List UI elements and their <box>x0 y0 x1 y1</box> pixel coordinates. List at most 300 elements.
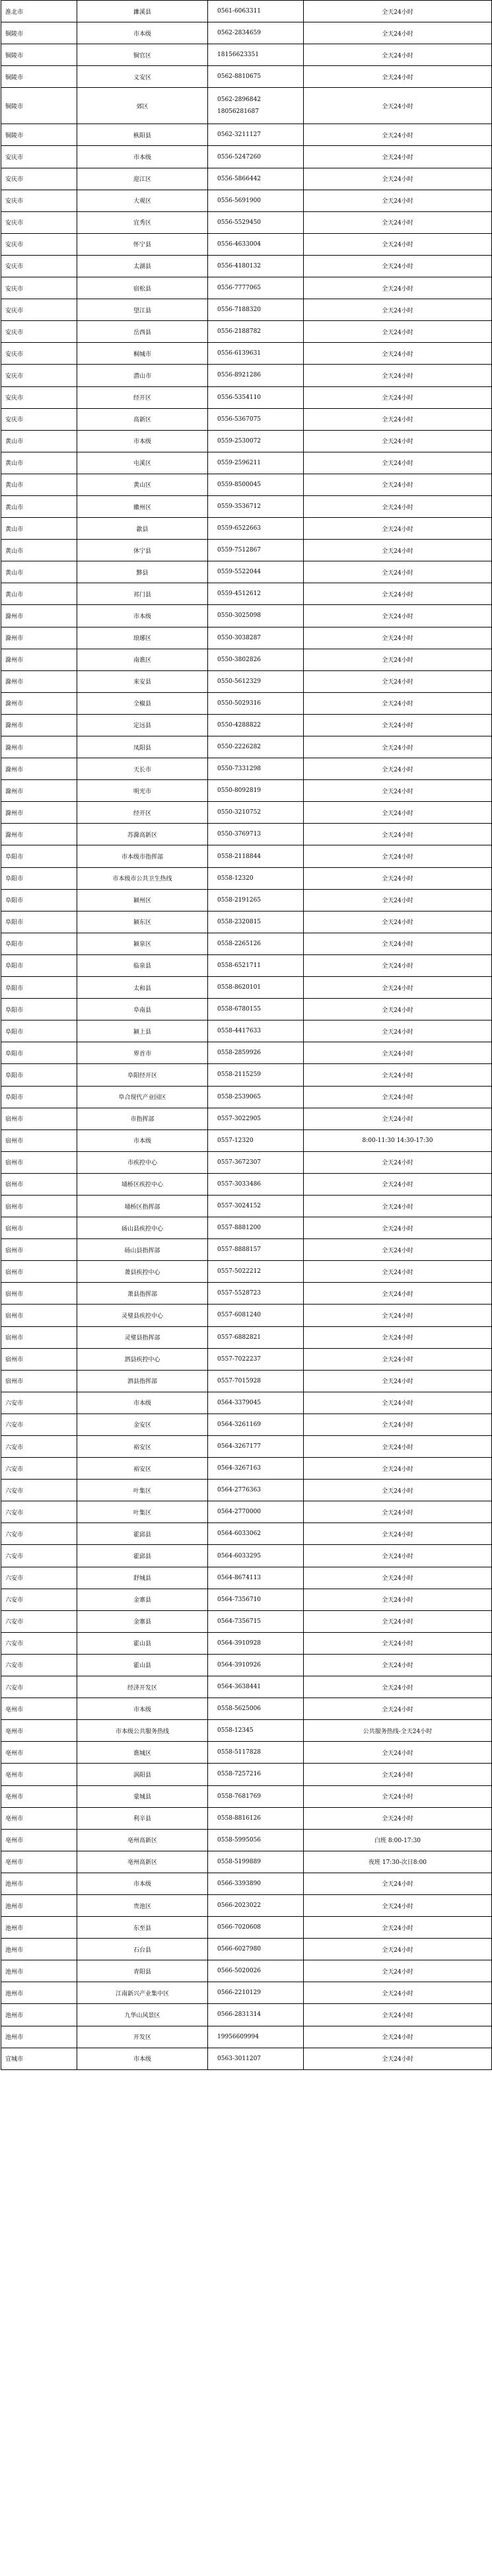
table-row <box>1 1676 492 1698</box>
service-hours-cell: 全天24小时 <box>304 802 492 824</box>
table-row <box>1 233 492 255</box>
district-cell: 歙县 <box>77 518 208 540</box>
city-cell: 六安市 <box>1 1654 77 1676</box>
district-cell: 金安区 <box>77 1413 208 1435</box>
city-cell: 安庆市 <box>1 190 77 211</box>
city-cell: 宿州市 <box>1 1305 77 1326</box>
district-cell: 市本级市指挥部 <box>77 845 208 867</box>
city-cell: 安庆市 <box>1 211 77 233</box>
phone-cell <box>208 1894 304 1916</box>
district-cell: 市本级 <box>77 430 208 452</box>
table-row <box>1 1567 492 1589</box>
city-cell: 宣城市 <box>1 2048 77 2069</box>
phone-cell <box>208 1108 304 1129</box>
table-row <box>1 1610 492 1632</box>
phone-cell <box>208 343 304 365</box>
service-hours-cell: 全天24小时 <box>304 190 492 211</box>
phone-cell <box>208 2026 304 2048</box>
phone-number: 0564-3267177 <box>217 1443 262 1450</box>
district-cell: 大观区 <box>77 190 208 211</box>
district-cell: 义安区 <box>77 66 208 88</box>
table-row <box>1 277 492 299</box>
service-hours-cell: 全天24小时 <box>304 1086 492 1108</box>
table-row <box>1 714 492 736</box>
city-cell: 池州市 <box>1 1982 77 2004</box>
service-hours-cell: 全天24小时 <box>304 889 492 911</box>
phone-cell <box>208 124 304 146</box>
district-cell: 舒城县 <box>77 1567 208 1589</box>
table-row <box>1 408 492 430</box>
city-cell: 亳州市 <box>1 1785 77 1807</box>
service-hours-cell: 全天24小时 <box>304 1917 492 1939</box>
service-hours-cell: 全天24小时 <box>304 1283 492 1305</box>
phone-number: 0556-8921286 <box>217 372 262 379</box>
service-hours-cell: 全天24小时 <box>304 1108 492 1129</box>
district-cell: 市本级 <box>77 2048 208 2069</box>
table-row <box>1 954 492 976</box>
table-row <box>1 1545 492 1567</box>
phone-number: 0558-2265126 <box>217 940 262 947</box>
phone-cell <box>208 1917 304 1939</box>
phone-number: 0558-7681769 <box>217 1793 262 1800</box>
phone-cell <box>208 386 304 408</box>
city-cell: 六安市 <box>1 1545 77 1567</box>
table-row <box>1 627 492 649</box>
phone-cell <box>208 1851 304 1873</box>
phone-cell <box>208 889 304 911</box>
phone-number: 0564-6033062 <box>217 1530 262 1538</box>
table-row <box>1 452 492 474</box>
phone-cell <box>208 1261 304 1283</box>
phone-cell <box>208 1392 304 1413</box>
table-row <box>1 1413 492 1435</box>
phone-cell <box>208 933 304 954</box>
phone-cell <box>208 168 304 190</box>
phone-cell <box>208 1610 304 1632</box>
service-hours-cell: 白班 8:00-17:30 <box>304 1829 492 1851</box>
district-cell: 岳西县 <box>77 321 208 343</box>
city-cell: 安庆市 <box>1 321 77 343</box>
table-row <box>1 1020 492 1042</box>
district-cell: 琅琊区 <box>77 627 208 649</box>
table-row <box>1 605 492 627</box>
service-hours-cell: 全天24小时 <box>304 88 492 124</box>
table-row <box>1 692 492 714</box>
district-cell: 叶集区 <box>77 1501 208 1523</box>
phone-number: 0566-2831314 <box>217 2011 262 2019</box>
phone-cell <box>208 1982 304 2004</box>
table-row <box>1 1873 492 1894</box>
phone-cell <box>208 1370 304 1392</box>
service-hours-cell: 全天24小时 <box>304 1064 492 1086</box>
table-row <box>1 1960 492 1982</box>
phone-number: 18156623351 <box>217 52 259 59</box>
phone-cell <box>208 452 304 474</box>
table-row <box>1 22 492 44</box>
table-row <box>1 474 492 495</box>
service-hours-cell: 全天24小时 <box>304 1042 492 1064</box>
table-row <box>1 1501 492 1523</box>
city-cell: 黄山市 <box>1 452 77 474</box>
district-cell: 阜南县 <box>77 999 208 1020</box>
phone-cell <box>208 1589 304 1610</box>
service-hours-cell: 夜班 17:30-次日8:00 <box>304 1851 492 1873</box>
phone-cell <box>208 627 304 649</box>
district-cell: 颍泉区 <box>77 933 208 954</box>
district-cell: 市本级市公共卫生热线 <box>77 867 208 889</box>
phone-number: 0557-3024152 <box>217 1203 262 1210</box>
district-cell: 青阳县 <box>77 1960 208 1982</box>
service-hours-cell: 全天24小时 <box>304 1764 492 1785</box>
table-row <box>1 1064 492 1086</box>
phone-cell <box>208 1698 304 1720</box>
phone-number: 0550-8092819 <box>217 787 262 795</box>
phone-number: 0562-8810675 <box>217 73 262 81</box>
service-hours-cell: 全天24小时 <box>304 1305 492 1326</box>
city-cell: 六安市 <box>1 1523 77 1545</box>
phone-number: 0566-5020026 <box>217 1968 262 1975</box>
district-cell: 经开区 <box>77 386 208 408</box>
phone-number: 0558-2115259 <box>217 1071 262 1079</box>
phone-number: 0550-7331298 <box>217 766 262 773</box>
phone-number: 0556-5691900 <box>217 197 262 204</box>
district-cell: 宜秀区 <box>77 211 208 233</box>
table-row <box>1 321 492 343</box>
service-hours-cell: 全天24小时 <box>304 1545 492 1567</box>
district-cell: 阜阳经开区 <box>77 1064 208 1086</box>
phone-number: 0556-7777065 <box>217 285 262 292</box>
table-row <box>1 1436 492 1458</box>
service-hours-cell: 全天24小时 <box>304 1654 492 1676</box>
phone-cell <box>208 1283 304 1305</box>
district-cell: 黄山区 <box>77 474 208 495</box>
table-row <box>1 1173 492 1195</box>
phone-cell <box>208 583 304 605</box>
service-hours-cell: 全天24小时 <box>304 1960 492 1982</box>
service-hours-cell: 全天24小时 <box>304 561 492 583</box>
district-cell: 石台县 <box>77 1939 208 1960</box>
table-row <box>1 1305 492 1326</box>
district-cell: 金寨县 <box>77 1589 208 1610</box>
table-row <box>1 1523 492 1545</box>
service-hours-cell: 全天24小时 <box>304 2048 492 2069</box>
city-cell: 六安市 <box>1 1632 77 1654</box>
table-row <box>1 1326 492 1348</box>
phone-cell <box>208 1305 304 1326</box>
district-cell: 全椒县 <box>77 692 208 714</box>
district-cell: 天长市 <box>77 758 208 780</box>
phone-number: 0558-2320815 <box>217 918 262 925</box>
phone-number: 0557-12320 <box>217 1137 254 1144</box>
phone-cell <box>208 277 304 299</box>
phone-number: 0564-2776363 <box>217 1487 262 1494</box>
phone-number: 0564-6033295 <box>217 1552 262 1559</box>
service-hours-cell: 全天24小时 <box>304 845 492 867</box>
city-cell: 安庆市 <box>1 365 77 386</box>
phone-cell <box>208 911 304 933</box>
city-cell: 铜陵市 <box>1 66 77 88</box>
phone-number: 0556-7188320 <box>217 306 262 314</box>
district-cell: 界首市 <box>77 1042 208 1064</box>
city-cell: 池州市 <box>1 1894 77 1916</box>
table-row <box>1 758 492 780</box>
table-row <box>1 736 492 758</box>
phone-cell <box>208 88 304 124</box>
city-cell: 六安市 <box>1 1436 77 1458</box>
phone-number: 0558-5625006 <box>217 1705 262 1713</box>
phone-cell <box>208 1173 304 1195</box>
district-cell: 裕安区 <box>77 1458 208 1480</box>
phone-cell <box>208 845 304 867</box>
city-cell: 黄山市 <box>1 540 77 561</box>
city-cell: 阜阳市 <box>1 889 77 911</box>
city-cell: 阜阳市 <box>1 1086 77 1108</box>
table-row <box>1 255 492 277</box>
table-row <box>1 1195 492 1217</box>
table-row <box>1 649 492 670</box>
city-cell: 宿州市 <box>1 1239 77 1261</box>
table-row <box>1 365 492 386</box>
service-hours-cell: 全天24小时 <box>304 386 492 408</box>
district-cell: 埇桥区指挥部 <box>77 1195 208 1217</box>
phone-number: 0550-3038287 <box>217 634 262 641</box>
district-cell: 颍州区 <box>77 889 208 911</box>
phone-number: 0556-4633004 <box>217 240 262 248</box>
phone-cell <box>208 1413 304 1435</box>
city-cell: 黄山市 <box>1 430 77 452</box>
district-cell: 宿松县 <box>77 277 208 299</box>
service-hours-cell: 全天24小时 <box>304 1523 492 1545</box>
table-row <box>1 1 492 22</box>
table-row <box>1 44 492 66</box>
table-row <box>1 190 492 211</box>
city-cell: 宿州市 <box>1 1348 77 1370</box>
phone-number: 0559-8500045 <box>217 481 262 488</box>
district-cell: 太和县 <box>77 977 208 999</box>
service-hours-cell: 全天24小时 <box>304 1698 492 1720</box>
table-row <box>1 1086 492 1108</box>
district-cell: 萧县疾控中心 <box>77 1261 208 1283</box>
table-row <box>1 1654 492 1676</box>
city-cell: 铜陵市 <box>1 88 77 124</box>
phone-cell <box>208 408 304 430</box>
phone-cell <box>208 1348 304 1370</box>
table-row <box>1 1917 492 1939</box>
city-cell: 亳州市 <box>1 1764 77 1785</box>
district-cell: 祁门县 <box>77 583 208 605</box>
phone-number: 0564-7356715 <box>217 1618 262 1625</box>
district-cell: 市本级 <box>77 605 208 627</box>
service-hours-cell: 全天24小时 <box>304 583 492 605</box>
city-cell: 宿州市 <box>1 1195 77 1217</box>
district-cell: 桐城市 <box>77 343 208 365</box>
table-row <box>1 1480 492 1501</box>
district-cell: 市指挥部 <box>77 1108 208 1129</box>
service-hours-cell: 全天24小时 <box>304 518 492 540</box>
service-hours-cell: 全天24小时 <box>304 1261 492 1283</box>
service-hours-cell: 公共服务热线-全天24小时 <box>304 1720 492 1742</box>
phone-number: 19956609994 <box>217 2033 259 2040</box>
service-hours-cell: 全天24小时 <box>304 605 492 627</box>
phone-number: 0558-8620101 <box>217 984 262 991</box>
service-hours-cell: 全天24小时 <box>304 780 492 802</box>
city-cell: 阜阳市 <box>1 845 77 867</box>
service-hours-cell: 全天24小时 <box>304 233 492 255</box>
district-cell: 叶集区 <box>77 1480 208 1501</box>
city-cell: 黄山市 <box>1 561 77 583</box>
phone-number: 0557-3022905 <box>217 1115 262 1122</box>
phone-number: 0556-5247260 <box>217 153 262 161</box>
service-hours-cell: 全天24小时 <box>304 758 492 780</box>
district-cell: 埇桥区疾控中心 <box>77 1173 208 1195</box>
phone-number: 0558-7257216 <box>217 1771 262 1778</box>
district-cell: 利辛县 <box>77 1807 208 1829</box>
service-hours-cell: 全天24小时 <box>304 495 492 517</box>
phone-number: 0561-6063311 <box>217 8 262 15</box>
city-cell: 滁州市 <box>1 692 77 714</box>
district-cell: 霍邱县 <box>77 1523 208 1545</box>
city-cell: 黄山市 <box>1 474 77 495</box>
phone-cell <box>208 1217 304 1239</box>
phone-number: 0556-6139631 <box>217 350 262 357</box>
phone-cell <box>208 518 304 540</box>
phone-cell <box>208 1086 304 1108</box>
phone-cell <box>208 649 304 670</box>
phone-number: 0564-3638441 <box>217 1684 262 1691</box>
service-hours-cell: 全天24小时 <box>304 627 492 649</box>
table-row <box>1 211 492 233</box>
city-cell: 阜阳市 <box>1 1064 77 1086</box>
service-hours-cell: 全天24小时 <box>304 66 492 88</box>
service-hours-cell: 全天24小时 <box>304 277 492 299</box>
district-cell: 黟县 <box>77 561 208 583</box>
phone-number: 0558-6521711 <box>217 962 262 969</box>
table-row <box>1 1283 492 1305</box>
city-cell: 宿州市 <box>1 1261 77 1283</box>
service-hours-cell: 全天24小时 <box>304 1239 492 1261</box>
service-hours-cell: 全天24小时 <box>304 321 492 343</box>
district-cell: 屯溪区 <box>77 452 208 474</box>
district-cell: 亳州高新区 <box>77 1829 208 1851</box>
phone-number: 0558-2191265 <box>217 896 262 904</box>
service-hours-cell: 全天24小时 <box>304 299 492 321</box>
city-cell: 滁州市 <box>1 780 77 802</box>
service-hours-cell: 全天24小时 <box>304 430 492 452</box>
table-row <box>1 1239 492 1261</box>
district-cell: 太湖县 <box>77 255 208 277</box>
phone-number: 0559-7512867 <box>217 547 262 554</box>
city-cell: 铜陵市 <box>1 44 77 66</box>
phone-cell <box>208 1042 304 1064</box>
phone-number: 0566-3393890 <box>217 1880 262 1887</box>
phone-number: 0559-2530072 <box>217 437 262 445</box>
city-cell: 安庆市 <box>1 233 77 255</box>
district-cell: 市本级 <box>77 22 208 44</box>
city-cell: 六安市 <box>1 1480 77 1501</box>
service-hours-cell: 全天24小时 <box>304 1436 492 1458</box>
service-hours-cell: 全天24小时 <box>304 1785 492 1807</box>
district-cell: 江南新兴产业集中区 <box>77 1982 208 2004</box>
city-cell: 阜阳市 <box>1 999 77 1020</box>
table-row <box>1 1217 492 1239</box>
city-cell: 池州市 <box>1 1873 77 1894</box>
phone-cell <box>208 66 304 88</box>
table-row <box>1 780 492 802</box>
service-hours-cell: 全天24小时 <box>304 1413 492 1435</box>
table-row <box>1 66 492 88</box>
service-hours-cell: 全天24小时 <box>304 736 492 758</box>
service-hours-cell: 全天24小时 <box>304 1807 492 1829</box>
table-row <box>1 1261 492 1283</box>
phone-number: 0564-3267163 <box>217 1465 262 1472</box>
district-cell: 谯城区 <box>77 1742 208 1764</box>
phone-cell <box>208 22 304 44</box>
district-cell: 颍东区 <box>77 911 208 933</box>
service-hours-cell: 全天24小时 <box>304 124 492 146</box>
table-row <box>1 2026 492 2048</box>
table-row <box>1 889 492 911</box>
service-hours-cell: 全天24小时 <box>304 146 492 168</box>
phone-number: 0556-5354110 <box>217 394 262 401</box>
phone-cell <box>208 540 304 561</box>
city-cell: 铜陵市 <box>1 22 77 44</box>
city-cell: 安庆市 <box>1 299 77 321</box>
district-cell: 铜官区 <box>77 44 208 66</box>
phone-cell <box>208 605 304 627</box>
service-hours-cell: 全天24小时 <box>304 1610 492 1632</box>
district-cell: 市本级公共服务热线 <box>77 1720 208 1742</box>
phone-cell <box>208 1195 304 1217</box>
district-cell: 怀宁县 <box>77 233 208 255</box>
district-cell: 来安县 <box>77 670 208 692</box>
district-cell: 亳州高新区 <box>77 1851 208 1873</box>
city-cell: 阜阳市 <box>1 911 77 933</box>
table-row <box>1 386 492 408</box>
service-hours-cell: 全天24小时 <box>304 1939 492 1960</box>
phone-number: 0557-6081240 <box>217 1312 262 1319</box>
district-cell: 徽州区 <box>77 495 208 517</box>
table-row <box>1 1807 492 1829</box>
service-hours-cell: 全天24小时 <box>304 1370 492 1392</box>
table-row <box>1 343 492 365</box>
service-hours-cell: 全天24小时 <box>304 692 492 714</box>
phone-cell <box>208 954 304 976</box>
service-hours-cell: 全天24小时 <box>304 1894 492 1916</box>
service-hours-cell: 全天24小时 <box>304 211 492 233</box>
city-cell: 亳州市 <box>1 1851 77 1873</box>
district-cell: 阜合现代产业园区 <box>77 1086 208 1108</box>
city-cell: 滁州市 <box>1 670 77 692</box>
city-cell: 宿州市 <box>1 1173 77 1195</box>
district-cell: 休宁县 <box>77 540 208 561</box>
phone-number: 0556-5866442 <box>217 175 262 182</box>
phone-number: 0559-3536712 <box>217 503 262 511</box>
city-cell: 黄山市 <box>1 583 77 605</box>
phone-number: 0557-8888157 <box>217 1246 262 1254</box>
phone-cell <box>208 211 304 233</box>
phone-cell <box>208 146 304 168</box>
phone-number: 0556-5367075 <box>217 415 262 423</box>
phone-cell <box>208 561 304 583</box>
city-cell: 宿州市 <box>1 1326 77 1348</box>
table-row <box>1 583 492 605</box>
phone-number: 0557-5528723 <box>217 1290 262 1297</box>
table-row <box>1 1785 492 1807</box>
phone-number: 0564-8674113 <box>217 1574 262 1581</box>
service-hours-cell: 全天24小时 <box>304 2026 492 2048</box>
district-cell: 经开区 <box>77 802 208 824</box>
district-cell: 潜山市 <box>77 365 208 386</box>
